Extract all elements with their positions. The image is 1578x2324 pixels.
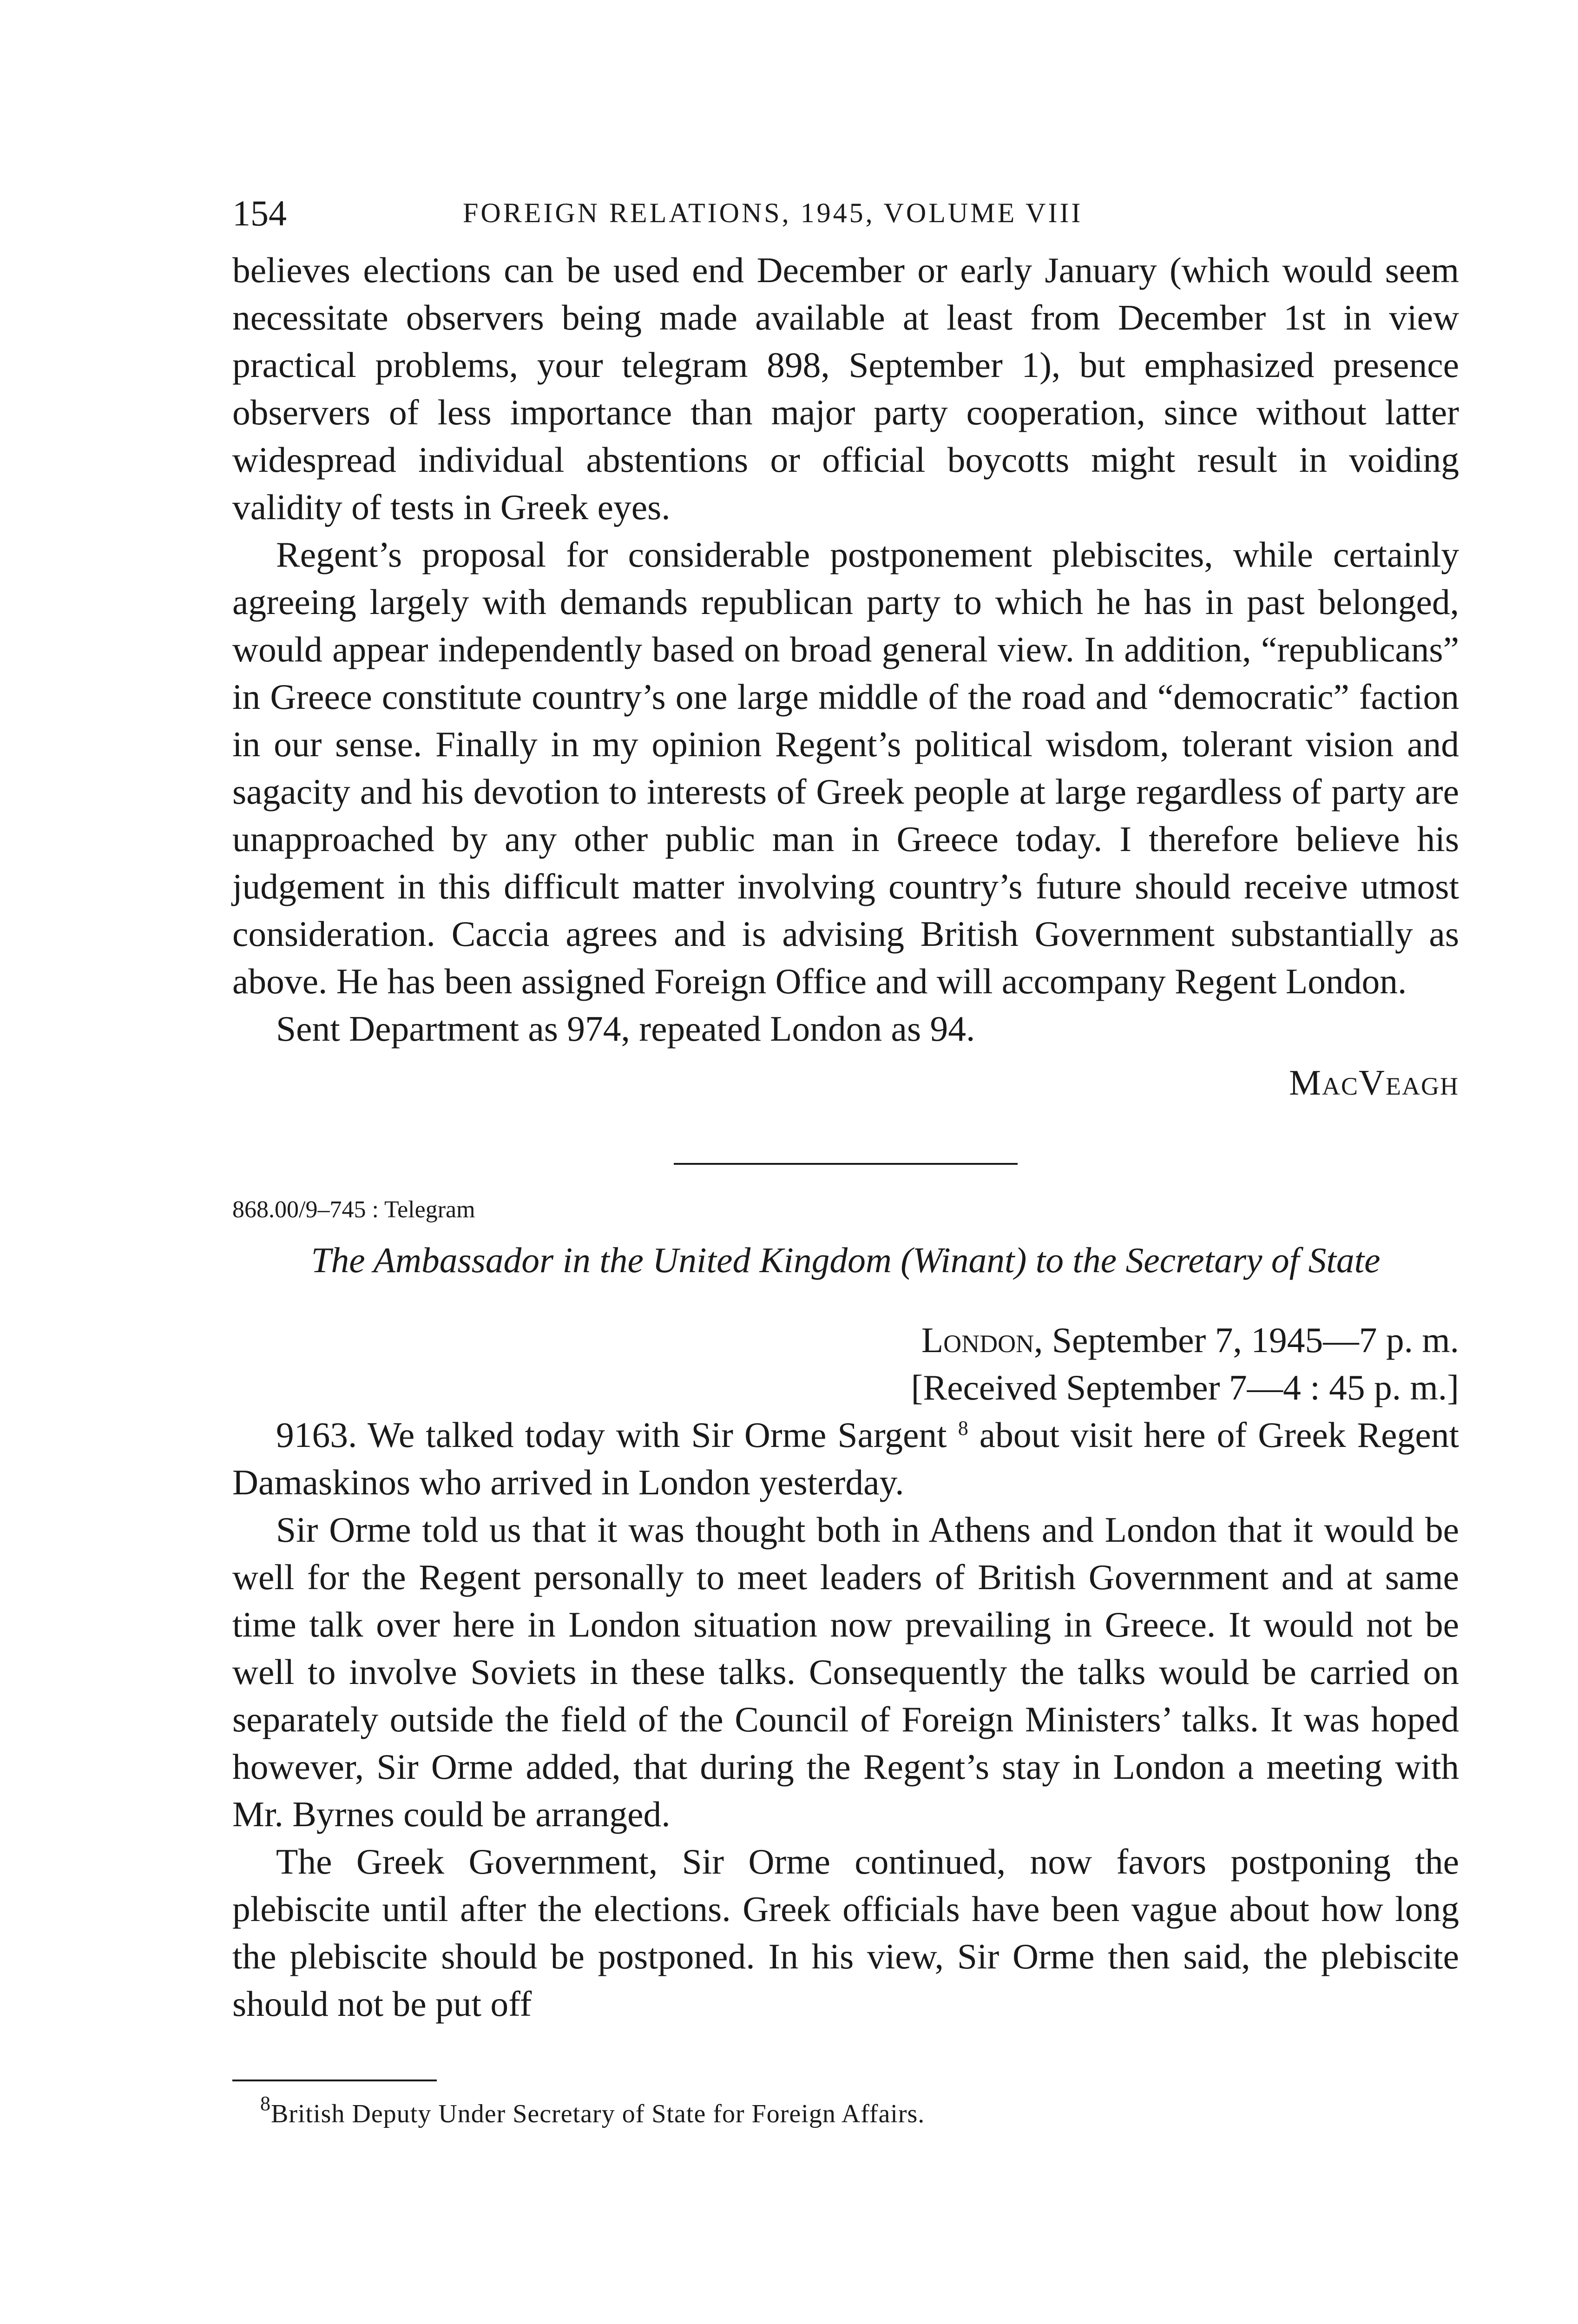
- footnote-marker: 8: [260, 2092, 271, 2115]
- dateline-place: London: [921, 1320, 1034, 1360]
- dateline-received: [Received September 7—4 : 45 p. m.]: [911, 1367, 1459, 1407]
- document-page: [232, 195, 1459, 2131]
- document-title: The Ambassador in the United Kingdom (Winant) to the Secretary of State: [311, 1240, 1381, 1280]
- section-divider: [674, 1163, 1018, 1165]
- dateline-sent: [232, 1316, 1459, 1364]
- page-number: 154: [232, 193, 287, 233]
- page-header: [232, 195, 1459, 246]
- telegram-text-a: We talked today with Sir Orme Sargent: [367, 1415, 947, 1455]
- signature: MacVeagh: [1289, 1063, 1459, 1103]
- footnote-ref[interactable]: 8: [958, 1417, 968, 1439]
- dateline: [232, 1316, 1459, 1411]
- telegram-number: 9163.: [276, 1415, 357, 1455]
- telegram-paragraph-3: The Greek Government, Sir Orme continued, now favors postponing the plebiscite until after the elections. Greek officials have been vague about how long the plebiscite should be postponed. In his view, Sir Orme then said, the plebiscite should not be put off: [232, 1842, 1459, 2024]
- body-paragraph-3: Sent Department as 974, repeated London as 94.: [276, 1009, 975, 1049]
- body-paragraph-2: Regent’s proposal for considerable postponement plebiscites, while certainly agreeing largely with demands republican party to which he has in past belonged, would appear independently based on broad general view. In addition, “republicans” in Greece constitute country’s one large middle of the road and “democratic” faction in our sense. Finally in my opinion Regent’s political wisdom, tolerant vision and sagacity and his devotion to interests of Greek people at large regardless of party are unapproached by any other public man in Greece today. I therefore believe his judgement in this difficult matter involving country’s future should receive utmost consideration. Caccia agrees and is advising British Government substantially as above. He has been assigned Foreign Office and will accompany Regent London.: [232, 535, 1459, 1001]
- footnote: [232, 2092, 1459, 2131]
- telegram-paragraph-1: [232, 1411, 1459, 1506]
- document-reference: 868.00/9–745 : Telegram: [232, 1196, 475, 1223]
- telegram-text-b: about visit here of Greek Regent Damaskinos who arrived in London yesterday.: [232, 1415, 1460, 1502]
- body-paragraph-1: believes elections can be used end December or early January (which would seem necessitate observers being made available at least from December 1st in view practical problems, your telegram 898, September 1), but emphasized presence observers of less importance than major party cooperation, since without latter widespread individual abstentions or official boycotts might result in voiding validity of tests in Greek eyes.: [232, 250, 1459, 527]
- running-title: FOREIGN RELATIONS, 1945, VOLUME VIII: [463, 198, 1083, 228]
- footnote-divider: [232, 2080, 437, 2081]
- footnote-text: British Deputy Under Secretary of State for Foreign Affairs.: [271, 2100, 925, 2128]
- dateline-date: , September 7, 1945—7 p. m.: [1034, 1320, 1459, 1360]
- telegram-paragraph-2: Sir Orme told us that it was thought both in Athens and London that it would be well for the Regent personally to meet leaders of British Government and at same time talk over here in London situation now prevailing in Greece. It would not be well to involve Soviets in these talks. Consequently the talks would be carried on separately outside the field of the Council of Foreign Ministers’ talks. It was hoped however, Sir Orme added, that during the Regent’s stay in London a meeting with Mr. Byrnes could be arranged.: [232, 1510, 1459, 1834]
